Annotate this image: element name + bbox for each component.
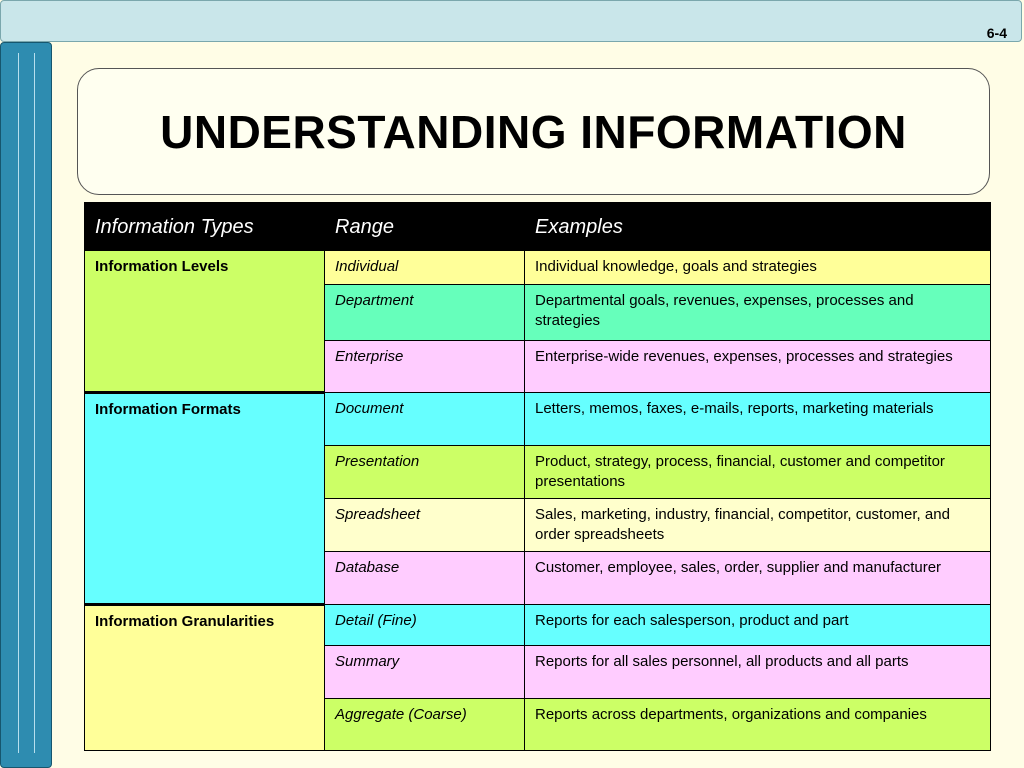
range-cell: Database [325,552,525,605]
example-cell: Reports across departments, organizations and companies [525,699,991,751]
type-cell-levels: Information Levels [85,251,325,393]
range-cell: Individual [325,251,525,285]
range-cell: Presentation [325,446,525,499]
range-cell: Spreadsheet [325,499,525,552]
slide-number: 6-4 [986,25,1007,41]
range-cell: Document [325,393,525,446]
type-cell-formats: Information Formats [85,393,325,605]
side-bar-line [18,53,19,753]
title-box [77,68,990,195]
column-header-examples: Examples [525,203,991,251]
side-bar-line [34,53,35,753]
information-table [84,202,991,751]
example-cell: Sales, marketing, industry, financial, competitor, customer, and order spreadsheets [525,499,991,552]
range-cell: Summary [325,646,525,699]
range-cell: Detail (Fine) [325,605,525,646]
table-header-row [85,203,991,251]
example-cell: Departmental goals, revenues, expenses, processes and strategies [525,285,991,341]
side-bar [0,42,52,768]
example-cell: Reports for each salesperson, product and part [525,605,991,646]
example-cell: Enterprise-wide revenues, expenses, processes and strategies [525,341,991,393]
range-cell: Aggregate (Coarse) [325,699,525,751]
table-row [85,251,991,285]
range-cell: Department [325,285,525,341]
example-cell: Product, strategy, process, financial, customer and competitor presentations [525,446,991,499]
example-cell: Reports for all sales personnel, all products and all parts [525,646,991,699]
type-cell-granularities: Information Granularities [85,605,325,751]
column-header-range: Range [325,203,525,251]
column-header-types: Information Types [85,203,325,251]
table-row [85,393,991,446]
example-cell: Individual knowledge, goals and strategies [525,251,991,285]
table-row [85,605,991,646]
top-bar [0,0,1022,42]
example-cell: Letters, memos, faxes, e-mails, reports, marketing materials [525,393,991,446]
example-cell: Customer, employee, sales, order, supplier and manufacturer [525,552,991,605]
range-cell: Enterprise [325,341,525,393]
page-title: UNDERSTANDING INFORMATION [160,105,907,158]
